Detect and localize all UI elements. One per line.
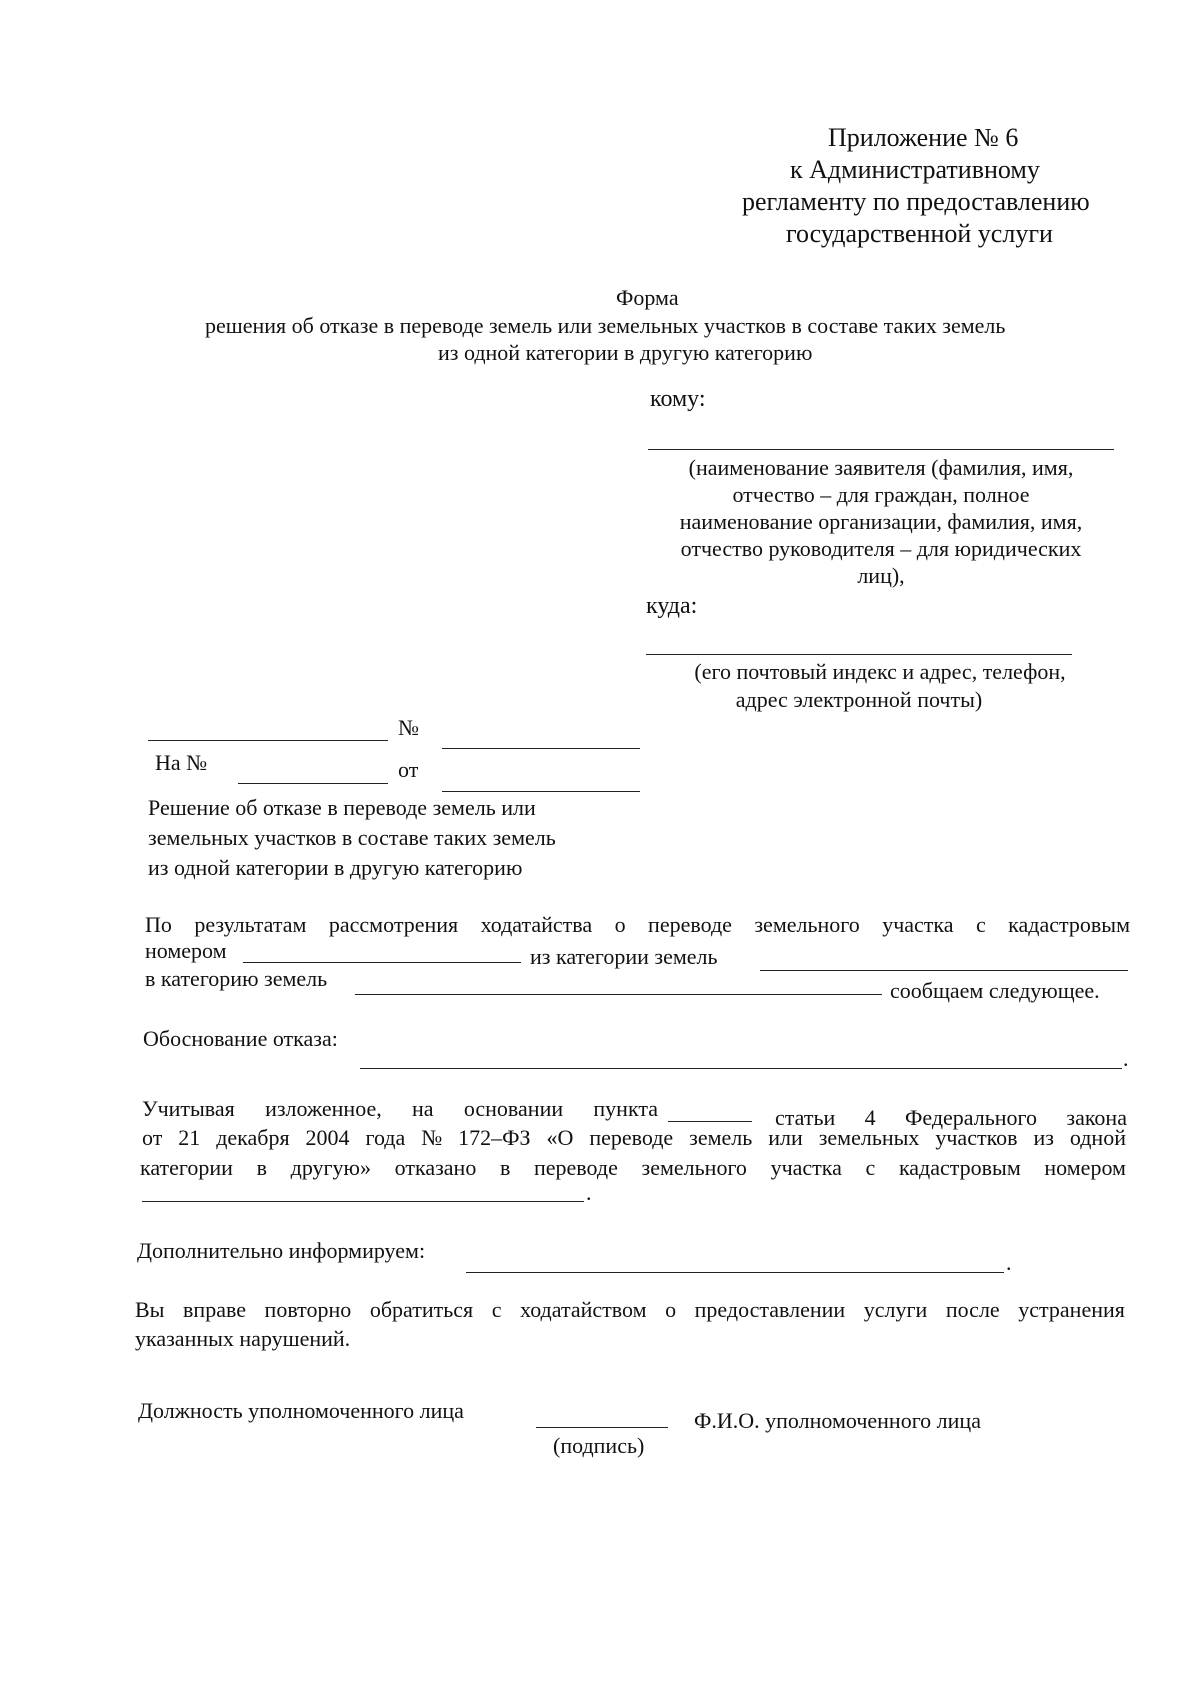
word: отказано — [394, 1155, 477, 1180]
subject-line-3: из одной категории в другую категорию — [148, 855, 523, 880]
word: закона — [1066, 1105, 1127, 1130]
word: другую» — [290, 1155, 371, 1180]
where-label: куда: — [646, 593, 698, 619]
address-hint-1: (его почтовый индекс и адрес, телефон, — [694, 659, 1066, 684]
word: года — [365, 1125, 406, 1150]
word: пункта — [593, 1096, 658, 1121]
word: Федерального — [904, 1105, 1038, 1130]
word: устранения — [1018, 1297, 1125, 1322]
reply-to-label: На № — [155, 750, 208, 775]
number-sign: № — [398, 715, 419, 740]
appendix-line-1: Приложение № 6 — [828, 123, 1019, 152]
word: изложенное, — [265, 1096, 382, 1121]
subject-line-2: земельных участков в составе таких земель — [148, 825, 556, 850]
word: кадастровым — [1008, 912, 1130, 937]
word: статьи — [775, 1105, 836, 1130]
word: ходатайства — [480, 912, 593, 937]
word: Учитывая — [142, 1096, 235, 1121]
word: земельных — [818, 1125, 920, 1150]
word: ходатайством — [520, 1297, 647, 1322]
word: на — [412, 1096, 434, 1121]
reply-number-field[interactable] — [238, 783, 388, 784]
word: 172–ФЗ — [458, 1125, 531, 1150]
word: услуги — [863, 1297, 928, 1322]
appendix-line-4: государственной услуги — [786, 219, 1053, 248]
applicant-hint-2: отчество – для граждан, полное — [732, 482, 1030, 507]
p3-line-2 — [142, 1125, 1126, 1151]
additional-info-field[interactable] — [466, 1272, 1004, 1273]
word: переводе — [648, 912, 732, 937]
word: «О — [546, 1125, 574, 1150]
address-hint-2: адрес электронной почты) — [735, 687, 983, 712]
applicant-hint-4: отчество руководителя – для юридических — [680, 536, 1082, 561]
word: кадастровым — [898, 1155, 1021, 1180]
word: от — [142, 1125, 163, 1150]
signature-field[interactable] — [536, 1427, 668, 1428]
word: 21 — [178, 1125, 201, 1150]
word: обратиться — [369, 1297, 474, 1322]
reply-date-field[interactable] — [442, 791, 640, 792]
word: результатам — [194, 912, 307, 937]
word: основании — [463, 1096, 564, 1121]
form-heading-line-1: решения об отказе в переводе земель или земельных участков в составе таких земель — [205, 313, 1006, 338]
official-position-label: Должность уполномоченного лица — [138, 1398, 464, 1423]
signature-hint: (подпись) — [553, 1433, 645, 1458]
p1-from-category-label: из категории земель — [530, 944, 718, 969]
form-heading-line-2: из одной категории в другую категорию — [438, 340, 813, 365]
cadastral-number-field[interactable] — [243, 962, 521, 963]
refusal-basis-field[interactable] — [360, 1068, 1122, 1069]
word: или — [768, 1125, 803, 1150]
word: одной — [1069, 1125, 1126, 1150]
word: 2004 — [305, 1125, 350, 1150]
word: с — [865, 1155, 876, 1180]
word: № — [421, 1125, 443, 1150]
p1-end: сообщаем следующее. — [890, 978, 1100, 1003]
additional-info-period: . — [1006, 1250, 1012, 1275]
word: вправе — [183, 1297, 246, 1322]
p1-line-1 — [145, 912, 1130, 938]
to-category-field[interactable] — [355, 994, 882, 995]
word: участка — [882, 912, 954, 937]
word: о — [614, 912, 626, 937]
from-label: от — [398, 757, 419, 782]
refusal-basis-period: . — [1123, 1046, 1129, 1071]
word: из — [1033, 1125, 1054, 1150]
to-label: кому: — [650, 386, 706, 412]
word: с — [975, 912, 986, 937]
applicant-hint-5: лиц), — [857, 563, 905, 588]
word: категории — [140, 1155, 233, 1180]
address-line — [646, 654, 1072, 655]
word: земель — [689, 1125, 753, 1150]
form-title: Форма — [616, 285, 679, 310]
p3-period: . — [586, 1180, 592, 1205]
applicant-hint-3: наименование организации, фамилия, имя, — [679, 509, 1083, 534]
word: предоставлении — [694, 1297, 846, 1322]
p1-number-label: номером — [145, 938, 227, 963]
applicant-line — [648, 449, 1114, 450]
word: 4 — [864, 1105, 876, 1130]
word: повторно — [264, 1297, 352, 1322]
p3-line-1a — [142, 1096, 658, 1122]
word: в — [499, 1155, 511, 1180]
word: переводе — [534, 1155, 618, 1180]
p5-line-2: указанных нарушений. — [135, 1326, 351, 1351]
word: с — [491, 1297, 502, 1322]
appendix-line-2: к Административному — [790, 155, 1040, 184]
word: в — [256, 1155, 267, 1180]
p5-line-1 — [135, 1297, 1125, 1323]
p1-to-category-label: в категорию земель — [145, 966, 328, 991]
word: переводе — [589, 1125, 674, 1150]
applicant-hint-1: (наименование заявителя (фамилия, имя, — [688, 455, 1074, 480]
appendix-line-3: регламенту по предоставлению — [742, 187, 1090, 216]
refusal-basis-label: Обоснование отказа: — [143, 1026, 338, 1051]
number-field[interactable] — [442, 748, 640, 749]
word: номером — [1044, 1155, 1126, 1180]
word: Вы — [135, 1297, 165, 1322]
word: участка — [770, 1155, 842, 1180]
official-full-name-label: Ф.И.О. уполномоченного лица — [694, 1408, 981, 1433]
subject-line-1: Решение об отказе в переводе земель или — [148, 795, 536, 820]
date-field[interactable] — [148, 740, 388, 741]
from-category-field[interactable] — [760, 970, 1128, 971]
word: декабря — [216, 1125, 290, 1150]
p3-line-3 — [140, 1155, 1126, 1181]
word: о — [665, 1297, 677, 1322]
word: рассмотрения — [328, 912, 459, 937]
word: участков — [935, 1125, 1018, 1150]
refused-cadastral-number-field[interactable] — [142, 1201, 584, 1202]
word: земельного — [641, 1155, 747, 1180]
clause-number-field[interactable] — [668, 1121, 752, 1122]
word: земельного — [754, 912, 860, 937]
word: после — [945, 1297, 1000, 1322]
word: По — [145, 912, 172, 937]
additional-info-label: Дополнительно информируем: — [137, 1238, 426, 1263]
